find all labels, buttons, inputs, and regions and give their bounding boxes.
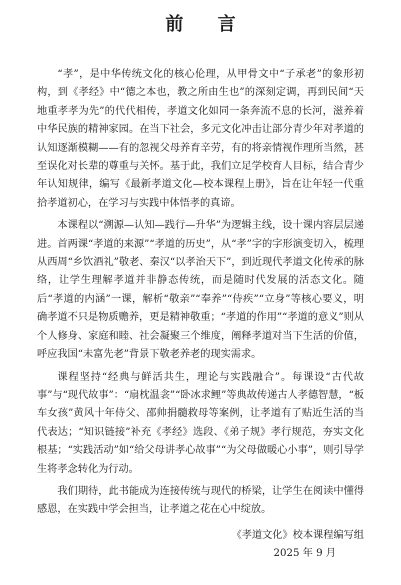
signature-date: 2025 年 9 月 — [273, 548, 336, 560]
signature-author: 《孝道文化》校本课程编写组 — [231, 530, 364, 541]
paragraph-expectation: 我们期待，此书能成为连接传统与现代的桥梁，让学生在阅读中懂得感恩，在实践中学会担当，让孝道之花在心中绽放。 — [37, 485, 364, 516]
page-title: 前 言 — [165, 14, 250, 35]
signature-block — [232, 527, 364, 564]
paragraph-introduction: “孝”，是中华传统文化的核心伦理，从甲骨文中“子承老”的象形初构，到《孝经》中“德之本也，教之所由生也”的深刻定调，再到民间“天地重孝孝为先”的代代相传，孝道文化如同一条奔流不息的长河，滋养着中华民族的精神家园。在当下社会，多元文化冲击让部分青少年对孝道的认知逐渐模糊——有的忽视父母养育辛劳，有的将亲情视作理所当然，甚至误化对长辈的尊重与关怀。基于此，我们立足学校育人目标，结合青少年认知规律，编写《最新孝道文化—校本课程上册》，旨在让年轻一代重拾孝道初心，在学习与实践中体悟孝的真谛。 — [37, 69, 364, 209]
paragraph-course-structure: 本课程以“溯源—认知—践行—升华”为逻辑主线，设十课内容层层递进。首两课“孝道的来源”“孝道的历史”，从“孝”字的字形演变切入，梳理从西周“乡饮酒礼”敬老、秦汉“以孝治天下”，到近现代孝道文化传承的脉络，让学生理解孝道并非静态传统，而是随时代发展的活态文化。随后“孝道的内涵”一课，解析“敬亲”“奉养”“侍疾”“立身”等核心要义，明确孝道不只是物质赡养，更是精神敬重；“孝道的作用”“孝道的意义”则从个人修身、家庭和睦、社会凝聚三个维度，阐释孝道对当下生活的价值，呼应我国“未富先老”背景下敬老养老的现实需求。 — [37, 220, 364, 361]
paragraph-course-method: 课程坚持“经典与鲜活共生，理论与实践融合”。每课设“古代故事”与“现代故事”：“扇枕温衾”“卧冰求鲤”等典故传递古人孝德智慧，“板车女孩”黄风十年侍父、邵帅捐髓救母等案例，让孝道有了贴近生活的当代表达；“知识链接”补充《孝经》选段、《弟子规》孝行规范，夯实文化根基；“实践活动”如“给父母讲孝心故事”“为父母做暖心小事”，则引导学生将孝念转化为行动。 — [37, 371, 364, 475]
